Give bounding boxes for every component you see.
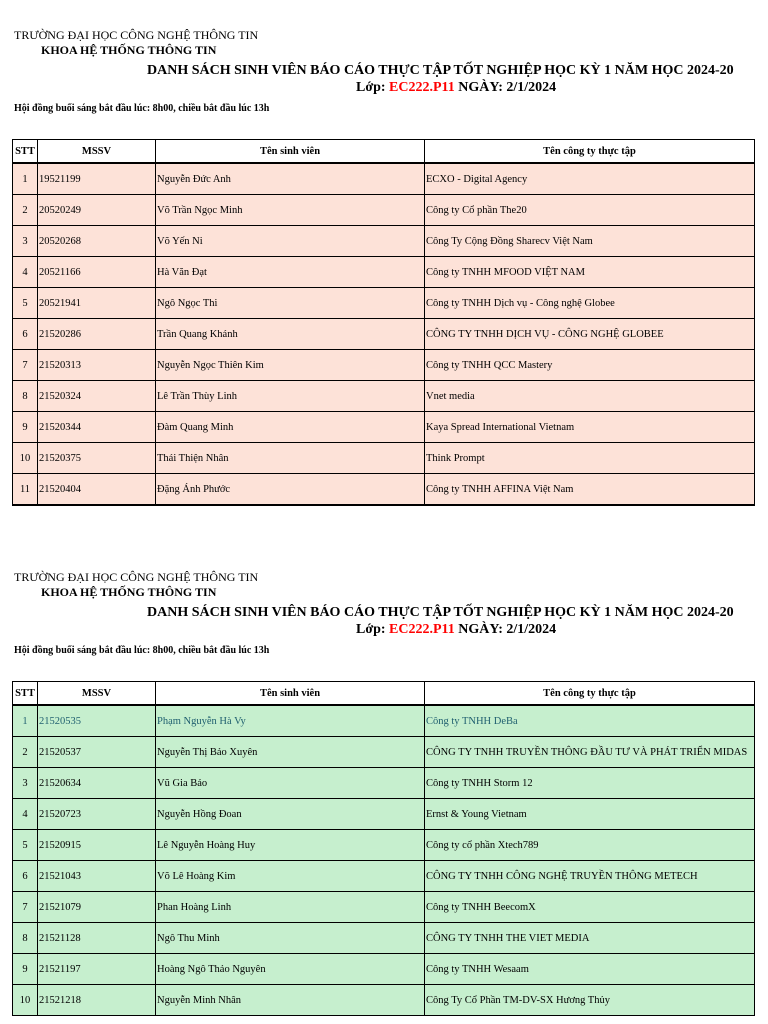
table-row — [13, 954, 755, 985]
row-student-name: Võ Trần Ngọc Minh — [156, 195, 425, 226]
row-stt: 9 — [13, 412, 38, 443]
row-company: Công ty TNHH QCC Mastery — [425, 350, 755, 381]
row-stt: 8 — [13, 381, 38, 412]
row-stt: 6 — [13, 861, 38, 892]
faculty-name: KHOA HỆ THỐNG THÔNG TIN — [41, 43, 217, 57]
row-student-name: Võ Lê Hoàng Kim — [156, 861, 425, 892]
university-name: TRƯỜNG ĐẠI HỌC CÔNG NGHỆ THÔNG TIN — [14, 570, 259, 584]
row-student-name: Nguyễn Minh Nhân — [156, 985, 425, 1016]
row-student-name: Thái Thiện Nhân — [156, 443, 425, 474]
row-stt: 10 — [13, 985, 38, 1016]
row-stt: 3 — [13, 768, 38, 799]
class-code: EC222.P11 — [389, 622, 455, 637]
row-company: Công ty TNHH Storm 12 — [425, 768, 755, 799]
row-mssv: 21521197 — [38, 954, 156, 985]
row-company: CÔNG TY TNHH THE VIET MEDIA — [425, 923, 755, 954]
row-student-name: Ngô Thu Minh — [156, 923, 425, 954]
row-mssv: 21520286 — [38, 319, 156, 350]
row-mssv: 20521941 — [38, 288, 156, 319]
row-mssv: 21520634 — [38, 768, 156, 799]
row-company: Công ty TNHH Dịch vụ - Công nghệ Globee — [425, 288, 755, 319]
row-company: Công Ty Cộng Đồng Sharecv Việt Nam — [425, 226, 755, 257]
document-title: DANH SÁCH SINH VIÊN BÁO CÁO THỰC TẬP TỐT NGHIỆP HỌC KỲ 1 NĂM HỌC 2024-20 — [147, 63, 734, 78]
row-mssv: 21520313 — [38, 350, 156, 381]
class-line — [356, 622, 556, 638]
header-student-name: Tên sinh viên — [156, 140, 425, 164]
faculty-name: KHOA HỆ THỐNG THÔNG TIN — [41, 585, 217, 599]
header-stt: STT — [13, 140, 38, 164]
row-stt: 1 — [13, 163, 38, 195]
row-student-name: Hà Văn Đạt — [156, 257, 425, 288]
row-student-name: Ngô Ngọc Thi — [156, 288, 425, 319]
row-student-name: Nguyễn Ngọc Thiên Kim — [156, 350, 425, 381]
row-mssv: 21520404 — [38, 474, 156, 506]
table-row — [13, 799, 755, 830]
report-date: NGÀY: 2/1/2024 — [454, 622, 557, 637]
header-mssv: MSSV — [38, 140, 156, 164]
row-company: Ernst & Young Vietnam — [425, 799, 755, 830]
row-company: CÔNG TY TNHH DỊCH VỤ - CÔNG NGHỆ GLOBEE — [425, 319, 755, 350]
table-row — [13, 737, 755, 768]
student-table — [12, 681, 755, 1016]
council-schedule-note: Hội đồng buổi sáng bắt đầu lúc: 8h00, chiều bắt đầu lúc 13h — [14, 103, 270, 114]
council-schedule-note: Hội đồng buổi sáng bắt đầu lúc: 8h00, chiều bắt đầu lúc 13h — [14, 645, 270, 656]
row-mssv: 19521199 — [38, 163, 156, 195]
row-company: CÔNG TY TNHH TRUYỀN THÔNG ĐẦU TƯ VÀ PHÁT TRIỂN MIDAS — [425, 737, 755, 768]
row-mssv: 21520535 — [38, 705, 156, 737]
row-student-name: Vũ Gia Bảo — [156, 768, 425, 799]
table-row — [13, 412, 755, 443]
row-stt: 2 — [13, 195, 38, 226]
row-mssv: 21521043 — [38, 861, 156, 892]
header-student-name: Tên sinh viên — [156, 682, 425, 706]
table-row — [13, 923, 755, 954]
row-company: Công ty TNHH BeecomX — [425, 892, 755, 923]
row-company: Công ty TNHH Wesaam — [425, 954, 755, 985]
table-row — [13, 350, 755, 381]
row-stt: 4 — [13, 257, 38, 288]
row-mssv: 21521218 — [38, 985, 156, 1016]
row-company: Kaya Spread International Vietnam — [425, 412, 755, 443]
row-company: Think Prompt — [425, 443, 755, 474]
table-header-row — [13, 140, 755, 164]
row-student-name: Nguyễn Đức Anh — [156, 163, 425, 195]
table-row — [13, 288, 755, 319]
header-company: Tên công ty thực tập — [425, 682, 755, 706]
row-stt: 9 — [13, 954, 38, 985]
table-row — [13, 443, 755, 474]
row-student-name: Trần Quang Khánh — [156, 319, 425, 350]
row-company: Công ty TNHH MFOOD VIỆT NAM — [425, 257, 755, 288]
row-mssv: 20520249 — [38, 195, 156, 226]
row-stt: 2 — [13, 737, 38, 768]
row-student-name: Hoàng Ngô Thảo Nguyên — [156, 954, 425, 985]
row-stt: 4 — [13, 799, 38, 830]
table-row — [13, 985, 755, 1016]
row-student-name: Nguyễn Hồng Đoan — [156, 799, 425, 830]
row-student-name: Đặng Ánh Phước — [156, 474, 425, 506]
row-stt: 7 — [13, 892, 38, 923]
student-table — [12, 139, 755, 506]
row-mssv: 21521128 — [38, 923, 156, 954]
table-body — [13, 705, 755, 1016]
table-row — [13, 892, 755, 923]
row-stt: 7 — [13, 350, 38, 381]
row-stt: 8 — [13, 923, 38, 954]
class-line — [356, 80, 556, 96]
row-company: CÔNG TY TNHH CÔNG NGHỆ TRUYỀN THÔNG METECH — [425, 861, 755, 892]
header-company: Tên công ty thực tập — [425, 140, 755, 164]
row-company: Công ty Cổ phần The20 — [425, 195, 755, 226]
university-name: TRƯỜNG ĐẠI HỌC CÔNG NGHỆ THÔNG TIN — [14, 28, 259, 42]
header-mssv: MSSV — [38, 682, 156, 706]
row-stt: 6 — [13, 319, 38, 350]
row-stt: 5 — [13, 288, 38, 319]
row-company: Công ty TNHH DeBa — [425, 705, 755, 737]
row-stt: 10 — [13, 443, 38, 474]
table-row — [13, 319, 755, 350]
header-stt: STT — [13, 682, 38, 706]
class-label: Lớp: — [356, 622, 390, 637]
row-company: Công Ty Cổ Phần TM-DV-SX Hương Thủy — [425, 985, 755, 1016]
row-mssv: 21520915 — [38, 830, 156, 861]
row-mssv: 21520537 — [38, 737, 156, 768]
table-row — [13, 474, 755, 506]
row-stt: 5 — [13, 830, 38, 861]
row-student-name: Võ Yến Ni — [156, 226, 425, 257]
table-row — [13, 705, 755, 737]
row-student-name: Đàm Quang Minh — [156, 412, 425, 443]
table-row — [13, 861, 755, 892]
table-row — [13, 381, 755, 412]
row-mssv: 21520375 — [38, 443, 156, 474]
class-label: Lớp: — [356, 80, 390, 95]
table-row — [13, 768, 755, 799]
row-mssv: 21520344 — [38, 412, 156, 443]
table-row — [13, 257, 755, 288]
row-student-name: Phan Hoàng Linh — [156, 892, 425, 923]
table-row — [13, 830, 755, 861]
row-company: Công ty TNHH AFFINA Việt Nam — [425, 474, 755, 506]
table-row — [13, 195, 755, 226]
row-student-name: Nguyễn Thị Bảo Xuyên — [156, 737, 425, 768]
report-date: NGÀY: 2/1/2024 — [454, 80, 557, 95]
row-company: ECXO - Digital Agency — [425, 163, 755, 195]
row-company: Vnet media — [425, 381, 755, 412]
row-mssv: 20521166 — [38, 257, 156, 288]
row-stt: 3 — [13, 226, 38, 257]
table-body — [13, 163, 755, 505]
document-title: DANH SÁCH SINH VIÊN BÁO CÁO THỰC TẬP TỐT NGHIỆP HỌC KỲ 1 NĂM HỌC 2024-20 — [147, 605, 734, 620]
row-mssv: 20520268 — [38, 226, 156, 257]
table-header-row — [13, 682, 755, 706]
row-mssv: 21520723 — [38, 799, 156, 830]
class-code: EC222.P11 — [389, 80, 455, 95]
row-student-name: Lê Trần Thùy Linh — [156, 381, 425, 412]
row-mssv: 21520324 — [38, 381, 156, 412]
table-row — [13, 226, 755, 257]
row-mssv: 21521079 — [38, 892, 156, 923]
row-student-name: Lê Nguyễn Hoàng Huy — [156, 830, 425, 861]
row-company: Công ty cổ phần Xtech789 — [425, 830, 755, 861]
row-stt: 11 — [13, 474, 38, 506]
table-row — [13, 163, 755, 195]
row-student-name: Phạm Nguyễn Hà Vy — [156, 705, 425, 737]
row-stt: 1 — [13, 705, 38, 737]
